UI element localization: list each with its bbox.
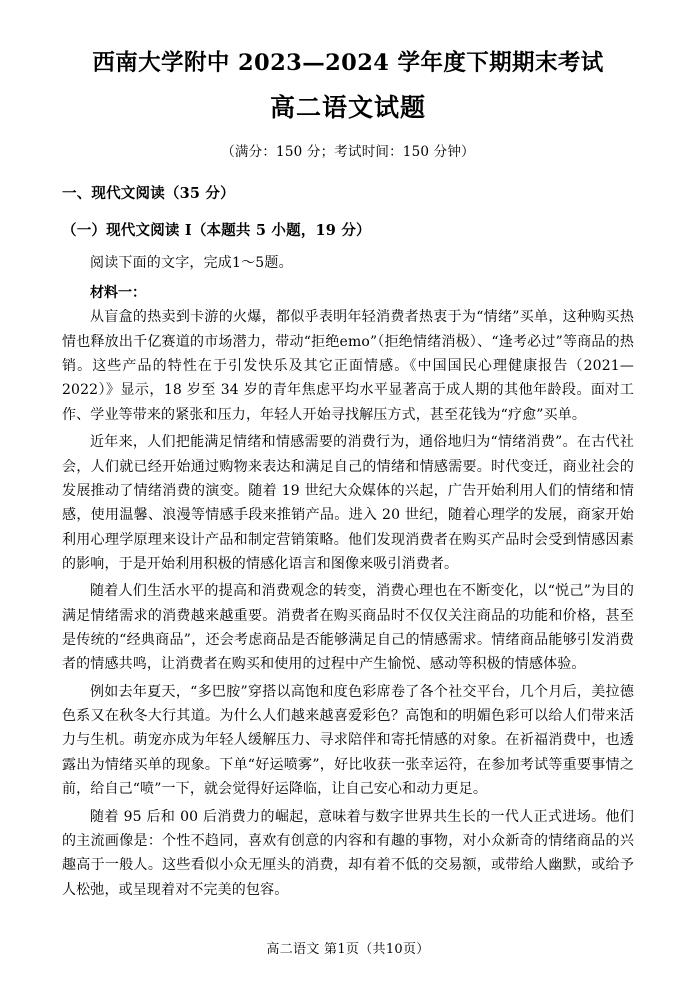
section-heading: 一、现代文阅读（35 分）: [62, 185, 235, 203]
material-label: 材料一：: [90, 285, 146, 302]
body-paragraph: 例如去年夏天，“多巴胺”穿搭以高饱和度色彩席卷了各个社交平台，几个月后，美拉德色系又在秋冬大行其道。为什么人们越来越喜爱彩色？高饱和的明媚色彩可以给人们带来活力与生机。萌宠亦成为年轻人缓解压力、寻求陪伴和寄托情感的对象。在祈福消费中，也透露出为情绪买单的现象。下单“好运喷雾”，好比收获一张幸运符，在参加考试等重要事情之前，给自己“喷”一下，就会觉得好运降临，让自己安心和动力更足。: [62, 683, 634, 798]
page-subtitle: 高二语文试题: [269, 93, 426, 123]
exam-meta: （满分：150 分；考试时间：150 分钟）: [221, 144, 475, 161]
subsection-heading: （一）现代文阅读 I（本题共 5 小题，19 分）: [62, 222, 371, 240]
page-title: 西南大学附中 2023—2024 学年度下期期末考试: [92, 50, 604, 76]
page-footer: 高二语文 第1页（共10页）: [266, 942, 430, 957]
reading-instruction: 阅读下面的文字，完成1～5题。: [90, 255, 293, 272]
body-paragraph: 随着人们生活水平的提高和消费观念的转变，消费心理也在不断变化，以“悦己”为目的满足情绪需求的消费越来越重要。消费者在购买商品时不仅仅关注商品的功能和价格，甚至是传统的“经典商品”，还会考虑商品是否能够满足自己的情感需求。情绪商品能够引发消费者的情感共鸣，让消费者在购买和使用的过程中产生愉悦、感动等积极的情感体验。: [62, 583, 634, 673]
body-paragraph: 近年来，人们把能满足情绪和情感需要的消费行为，通俗地归为“情绪消费”。在古代社会，人们就已经开始通过购物来表达和满足自己的情绪和情感需要。时代变迁，商业社会的发展推动了情绪消费的演变。随着 19 世纪大众媒体的兴起，广告开始利用人们的情绪和情感，使用温馨、浪漫等情感手段来推销产品。进入 20 世纪，随着心理学的发展，商家开始利用心理学原理来设计产品和制定营销策略。他们发现消费者在购买产品时会受到情感因素的影响，于是开始利用积极的情感化语言和图像来吸引消费者。: [62, 434, 634, 572]
body-paragraph: 随着 95 后和 00 后消费力的崛起，意味着与数字世界共生长的一代人正式进场。他们的主流画像是：个性不趋同，喜欢有创意的内容和有趣的事物，对小众新奇的情绪商品的兴趣高于一般人。这些看似小众无厘头的消费，却有着不低的交易额，或带给人幽默，或给予人松弛，或呈现着对不完美的包容。: [62, 808, 634, 898]
body-paragraph: 从盲盒的热卖到卡游的火爆，都似乎表明年轻消费者热衷于为“情绪”买单，这种购买热情也释放出千亿赛道的市场潜力，带动“拒绝emo”（拒绝情绪消极）、“逢考必过”等商品的热销。这些产品的特性在于引发快乐及其它正面情感。《中国国民心理健康报告（2021—2022）》显示，18 岁至 34 岁的青年焦虑平均水平显著高于成人期的其他年龄段。面对工作、学业等带来的紧张和压力，年轻人开始寻找解压方式，甚至花钱为“疗愈”买单。: [62, 309, 634, 423]
